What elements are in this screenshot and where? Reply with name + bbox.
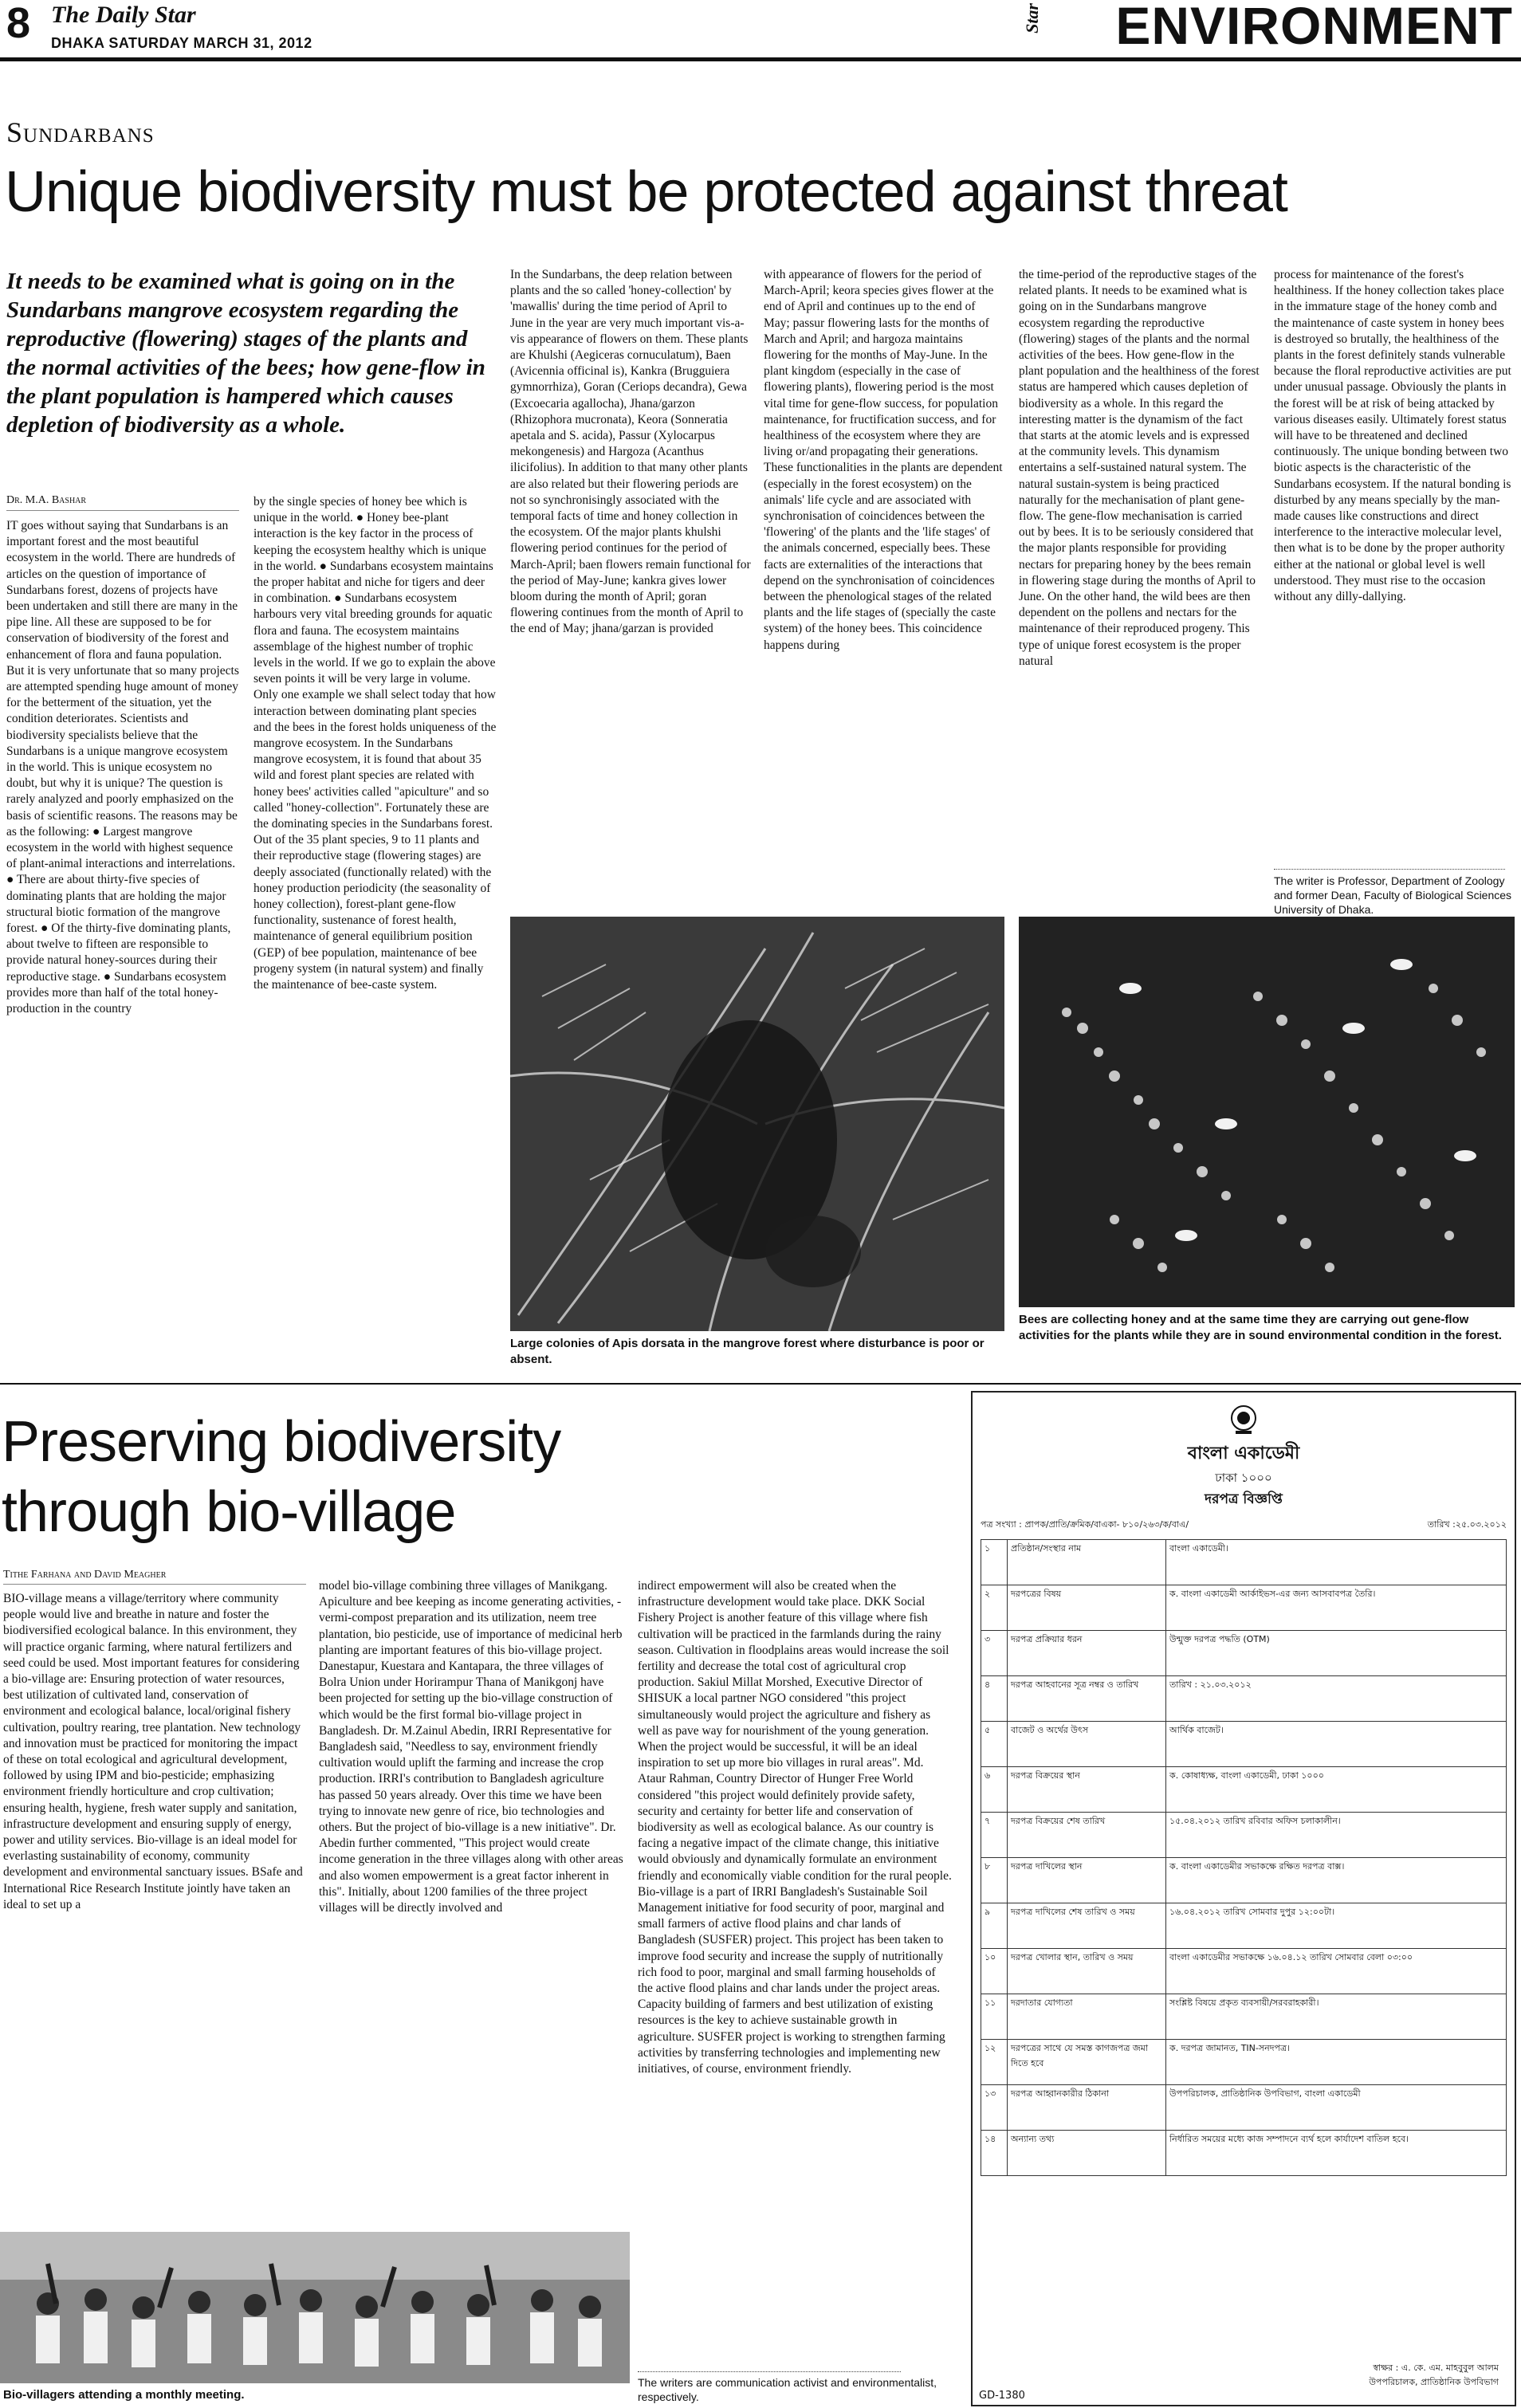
article2-column-3: indirect empowerment will also be created when the infrastructure development would take place. DKK Social Fishery Project is another feature of this village where fish cultivation will be practiced in the farmlands during the rainy season. Cultivation in floodplains areas would increase the soil fertility and decrease the total cost of agricultural crop production. Sakiul Millat Morshed, Executive Director of SHISUK a local partner NGO considered "this project simultaneously would project the agriculture and fishery as well as pave way for nourishment of the young generation. When the project would be successful, it will be an ideal inspiration to set up more bio villages in rural areas". Md. Ataur Rahman, Country Director of Hunger Free World considered "this project would definitely provide safety, security and certainty for better life and conservation of biodiversity as well as ecological balance. As our country is facing a negative impact of the climate change, this initiative would obviously and dynamically formulate an environment friendly and economically viable condition for the rural people. Bio-village is a part of IRRI Bangladesh's Sustainable Soil Management initiative for food security of poor, marginal and small farmers of active flood plains and char lands of Bangladesh (SUSFER) project. This project has been taken to improve food security and increase the supply of nutritionally rich food to poor, marginal and small farming households of the active flood plains and char lands under the project areas. Capacity building of farmers and best utilization of existing resources is the key to achieve sustainable growth in agriculture. SUSFER project is working to strengthen farming activities by transferring technologies and implementing new initiatives, of course, environment friendly.	[638, 1579, 952, 2076]
photo2-caption: Bees are collecting honey and at the same time they are carrying out gene-flow activities for the plants while they are in sound environmental condition in the forest.	[1019, 1313, 1502, 1342]
article2-headline-line1: Preserving biodiversity	[2, 1410, 561, 1474]
notice-table	[981, 1539, 1507, 2176]
notice-row-number: ৮	[981, 1858, 1008, 1903]
notice-row	[981, 1767, 1507, 1813]
notice-emblem	[973, 1404, 1515, 1440]
notice-row-label: প্রতিষ্ঠান/সংস্থার নাম	[1008, 1540, 1166, 1585]
writers-note: The writers are communication activist and environmentalist, respectively.	[638, 2376, 937, 2403]
notice-row-number: ৩	[981, 1631, 1008, 1676]
notice-row-number: ৬	[981, 1767, 1008, 1813]
bees-photo	[1019, 917, 1515, 1307]
notice-row-number: ১৪	[981, 2131, 1008, 2176]
article-column-1: IT goes without saying that Sundarbans is an important forest and the most beautiful ecosystem in the world. There are hundreds of articles on the question of importance of Sundarbans forest, dozens of projects have been undertaken and still there are many in the pipe line. All these are supposed to be for conservation of biodiversity of the forest and enhancement of flora and fauna population. But it is very unfortunate that so many projects are attempted spending huge amount of money for the betterment of the situation, yet the condition deteriorates. Scientists and biodiversity specialists believe that the Sundarbans is a unique mangrove ecosystem in the world. This is unique ecosystem no doubt, but why it is unique? The question is rarely analyzed and poorly emphasized on the basis of scientific reasons. The reasons may be as the following: ● Largest mangrove ecosystem in the world with highest sequence of plant-animal interactions and interrelations. ● There are about thirty-five species of dominating plants that are holding the major structural biotic formation of the mangrove forest. ● Of the thirty-five dominating plants, about twelve to fifteen are responsible to provide natural honey-sources during their reproductive stage. ● Sundarbans ecosystem provides more than half of the total honey-production in the country	[6, 519, 239, 1016]
article-headline: Unique biodiversity must be protected against threat	[5, 160, 1287, 224]
notice-row-value: বাংলা একাডেমীর সভাকক্ষে ১৬.০৪.১২ তারিখ সোমবার বেলা ০৩:০০	[1166, 1949, 1507, 1994]
notice-row-value: উন্মুক্ত দরপত্র পদ্ধতি (OTM)	[1166, 1631, 1507, 1676]
notice-row-value: ১৬.০৪.২০১২ তারিখ সোমবার দুপুর ১২:০০টা।	[1166, 1903, 1507, 1949]
article2-headline-line2: through bio-village	[2, 1480, 456, 1544]
notice-ref: পত্র সংখ্যা : প্রাপক/প্রাতি/ক্রমিক/বাএকা- ৮১০/২৬৩/ক/বাএ/	[981, 1519, 1189, 1530]
notice-row-label: দরপত্র খোলার স্থান, তারিখ ও সময়	[1008, 1949, 1166, 1994]
author-note: The writer is Professor, Department of Zoology and former Dean, Faculty of Biological Sciences University of Dhaka.	[1274, 874, 1512, 916]
notice-city: ঢাকা ১০০০	[1215, 1471, 1272, 1485]
notice-date: তারিখ :২৫.০৩.২০১২	[1427, 1519, 1507, 1530]
article-deck: It needs to be examined what is going on in the Sundarbans mangrove ecosystem regarding the reproductive (flowering) stages of the plants and the normal activities of the bees; how gene-flow in the plant population is hampered which causes depletion of biodiversity as a whole.	[6, 269, 485, 438]
notice-row-label: দরপত্রের সাথে যে সমস্ত কাগজপত্র জমা দিতে হবে	[1008, 2040, 1166, 2085]
notice-row-value: ক. বাংলা একাডেমী আর্কাইভস-এর জন্য আসবাবপত্র তৈরি।	[1166, 1585, 1507, 1631]
notice-row-number: ৯	[981, 1903, 1008, 1949]
notice-row	[981, 2085, 1507, 2131]
notice-row-number: ৪	[981, 1676, 1008, 1722]
masthead-logo: The Daily Star	[51, 2, 196, 28]
notice-row	[981, 1903, 1507, 1949]
notice-row-number: ২	[981, 1585, 1008, 1631]
mangrove-photo-illustration	[510, 917, 1004, 1331]
notice-code: GD-1380	[979, 2390, 1025, 2402]
notice-signature-title: উপপরিচালক, প্রাতিষ্ঠানিক উপবিভাগ	[1369, 2377, 1499, 2387]
header-rule	[0, 57, 1521, 61]
notice-row-value: সংশ্লিষ্ট বিষয়ে প্রকৃত ব্যবসায়ী/সরবরাহকারী।	[1166, 1994, 1507, 2040]
notice-row-number: ১০	[981, 1949, 1008, 1994]
article-byline: Dr. M.A. Bashar	[6, 494, 87, 506]
article-kicker: Sundarbans	[6, 116, 155, 148]
mangrove-forest-photo	[510, 917, 1004, 1331]
notice-row-value: আর্থিক বাজেট।	[1166, 1722, 1507, 1767]
notice-row-number: ৭	[981, 1813, 1008, 1858]
notice-row	[981, 1722, 1507, 1767]
note-rule	[1274, 869, 1505, 870]
article2-byline-rule	[3, 1584, 306, 1585]
notice-row	[981, 1540, 1507, 1585]
article-divider	[0, 1383, 1521, 1385]
notice-row-value: ক. বাংলা একাডেমীর সভাকক্ষে রক্ষিত দরপত্র বাক্স।	[1166, 1858, 1507, 1903]
notice-row-label: দরপত্র বিক্রয়ের স্থান	[1008, 1767, 1166, 1813]
notice-row-label: বাজেট ও অর্থের উৎস	[1008, 1722, 1166, 1767]
notice-row-value: ১৫.০৪.২০১২ তারিখ রবিবার অফিস চলাকালীন।	[1166, 1813, 1507, 1858]
writers-note-rule	[638, 2371, 901, 2372]
notice-row-value: তারিখ : ২১.০৩.২০১২	[1166, 1676, 1507, 1722]
notice-row-value: নির্ধারিত সময়ের মধ্যে কাজ সম্পাদনে ব্যর্থ হলে কার্যাদেশ বাতিল হবে।	[1166, 2131, 1507, 2176]
page-number: 8	[6, 0, 31, 47]
notice-row	[981, 1631, 1507, 1676]
bio-villagers-photo	[0, 2232, 630, 2383]
notice-row	[981, 2131, 1507, 2176]
notice-row	[981, 2040, 1507, 2085]
notice-row	[981, 1858, 1507, 1903]
byline-rule	[6, 510, 239, 511]
article-column-3: In the Sundarbans, the deep relation between plants and the so called 'honey-collection' by 'mawallis' during the time period of April to June in the year are very much important vis-a-vis appearance of flowers on them. These plants are Khulshi (Aegiceras cornuculatum), Baen (Avicennia officinal is), Kankra (Brugguiera gymnorrhiza), Goran (Ceriops decandra), Gewa (Excoecaria agallocha), Jhana/garzon (Rhizophora mucronata), Keora (Sonneratia apetala and S. acida), Passur (Xylocarpus mekongenesis) and Hargoza (Acanthus ilicifolius). In addition to that many other plants are also related but their flowering periods are not so synchronisingly associated with the temporal facts of time and honey collection in the ecosystem. Of the major plants khulshi flowering period continues for the period of March-April; baen flowers remain functional for the period of May-June; kankra gives lower bloom during the month of April; goran flowering continues from the month of April to the end of May; jhana/garzan is provided	[510, 268, 751, 636]
tender-notice	[971, 1391, 1516, 2406]
photo1-caption: Large colonies of Apis dorsata in the mangrove forest where disturbance is poor or absent.	[510, 1337, 985, 1366]
notice-row-label: দরপত্র আহ্বানকারীর ঠিকানা	[1008, 2085, 1166, 2131]
article2-column-1: BIO-village means a village/territory where community people would live and breathe in nature and foster the biodiversified ecological balance. In this environment, they will practice organic farming, where natural fertilizers and seed could be used. Most important features for considering a bio-village are: Ensuring protection of water resources, best utilization of cultivated land, conservation of environment and ecological balance, local/original fishery cultivation, poultry rearing, tree plantation. New technology and innovation must be practiced for monitoring the impact of these on total ecological and agricultural development, followed by using IPM and bio-pesticide; emphasizing environment friendly horticulture and crop cultivation; ensuring health, hygiene, fresh water supply and sanitation, infrastructure development and ensuring supply of energy, power and utility services. Bio-village is an ideal model for everlasting sustainability of economy, community development and environmental sanctuary issues. BSafe and International Rice Research Institute jointly have taken an ideal to set up a	[3, 1592, 303, 1911]
notice-signature: স্বাক্ষর : এ. কে. এম. মাহবুবুল আলম	[1373, 2363, 1499, 2373]
notice-row-number: ১২	[981, 2040, 1008, 2085]
article-column-5: the time-period of the reproductive stages of the related plants. It needs to be examined what is going on in the Sundarbans mangrove ecosystem regarding the reproductive (flowering) stages of the plants and the normal activities of the bees. How gene-flow in the plant population and the healthiness of the forest status are hampered which causes depletion of biodiversity as a whole. In this regard the interesting matter is the dynamism of the fact that starts at the atomic levels and is expressed at the community levels. This dynamism entertains a self-sustained natural system. The natural sustain-system is being practiced naturally for the mechanisation of plant gene-flow. The gene-flow mechanisation is carried out by bees. It is to be seriously considered that the major plants responsible for providing nectars for preparing honey by the bees remain in flowering stage during the months of April to June. On the other hand, the wild bees are then dependent on the pollens and nectars for the maintenance of their reproduced progeny. This type of unique forest ecosystem is the proper natural	[1019, 268, 1260, 668]
notice-row-label: দরদাতার যোগ্যতা	[1008, 1994, 1166, 2040]
notice-row-label: অন্যান্য তথ্য	[1008, 2131, 1166, 2176]
notice-row-label: দরপত্র আহবানের সূত্র নম্বর ও তারিখ	[1008, 1676, 1166, 1722]
notice-row-label: দরপত্রের বিষয়	[1008, 1585, 1166, 1631]
notice-table-wrap	[973, 1539, 1515, 2176]
notice-title: দরপত্র বিজ্ঞপ্তি	[1205, 1491, 1283, 1507]
notice-ref-row	[973, 1518, 1515, 1533]
notice-row-label: দরপত্র বিক্রয়ের শেষ তারিখ	[1008, 1813, 1166, 1858]
article2-headline	[2, 1407, 560, 1547]
notice-row	[981, 1813, 1507, 1858]
notice-row-label: দরপত্র দাখিলের স্থান	[1008, 1858, 1166, 1903]
notice-row-label: দরপত্র প্রক্রিয়ার ধরন	[1008, 1631, 1166, 1676]
notice-row	[981, 1949, 1507, 1994]
villagers-photo-illustration	[0, 2232, 630, 2383]
article-column-4: with appearance of flowers for the period of March-April; keora species gives flower at the end of April and continues up to the end of May; passur flowering lasts for the months of March and April; and hargoza maintains flowering for the months of May-June. In the plant kingdom (especially in the case of flowering plants), flowering period is the most vital time for gene-flow success, for population maintenance, for fructification success, and for healthiness of the ecosystem where they are living or/and propagating their generations. These functionalities in the plants are dependent (especially in the forest ecosystem) on the animals' life cycle and are associated with synchronisation of coincidences between the 'flowering' of the plants and the 'life stages' of the animals concerned, especially bees. These facts are externalities of the interactions that depend on the synchronisation of coincidences between the phenological stages of the related plants and the life stages of (specially the caste system) of the honey bees. This coincidence happens during	[764, 268, 1003, 652]
photo3-caption: Bio-villagers attending a monthly meeting.	[3, 2388, 245, 2402]
notice-row-value: উপপরিচালক, প্রাতিষ্ঠানিক উপবিভাগ, বাংলা একাডেমী	[1166, 2085, 1507, 2131]
notice-row-number: ১১	[981, 1994, 1008, 2040]
bees-photo-illustration	[1019, 917, 1515, 1307]
article-column-6: process for maintenance of the forest's healthiness. If the honey collection takes place in the immature stage of the honey comb and the maintenance of caste system in honey bees is destroyed so brutally, the healthiness of the plants in the forest definitely stands vulnerable because the floral reproductive activities are put under unusual passage. Obviously the plants in the forest will be at risk of being attacked by various diseases easily. Ultimately forest status will have to be threatened and declined continuously. The unique bonding between two biotic aspects is the characteristic of the Sundarbans ecosystem. If the natural bonding is disturbed by any means specially by the man-made causes like constructions and direct interference to the interactive molecular level, then what is to be done by the proper authority either at the national or global level is well understood. They must rise to the occasion without any dilly-dallying.	[1274, 268, 1511, 604]
notice-row-number: ৫	[981, 1722, 1008, 1767]
notice-row	[981, 1994, 1507, 2040]
notice-row-value: বাংলা একাডেমী।	[1166, 1540, 1507, 1585]
notice-row-value: ক. কোষাধ্যক্ষ, বাংলা একাডেমী, ঢাকা ১০০০	[1166, 1767, 1507, 1813]
notice-org: বাংলা একাডেমী	[1187, 1444, 1300, 1463]
notice-row-number: ১৩	[981, 2085, 1008, 2131]
section-title: ENVIRONMENT	[1115, 0, 1513, 55]
notice-row-value: ক. দরপত্র জামানত, TIN-সনদপত্র।	[1166, 2040, 1507, 2085]
article-column-2: by the single species of honey bee which is unique in the world. ● Honey bee-plant interaction is the key factor in the process of keeping the ecosystem healthy which is unique in the world. ● Sundarbans ecosystem maintains the proper habitat and niche for tigers and deer in combination. ● Sundarbans ecosystem harbours very vital breeding grounds for aquatic flora and fauna. The ecosystem maintains assemblage of the highest number of trophic levels in the world. If we go to explain the above seven points it will be very large in volume. Only one example we shall select today that how interaction between dominating plant species and the bees in the forest holds uniqueness of the mangrove ecosystem. In the Sundarbans mangrove ecosystem, it is found that about 35 wild and forest plant species are related with honey bees' activities called "apiculture" and so called "honey-collection". Fortunately these are the dominating species in the Sundarbans forest. Out of the 35 plant species, 9 to 11 plants and their reproductive stage (flowering stages) are deeply associated (functionally related) with the honey production periodicity (the seasonality of honey collection), forest-plant gene-flow functionality, sustenance of forest health, maintenance of general equilibrium position (GEP) of bee population, maintenance of bee progeny system (in natural system) and finally the maintenance of bee-caste system.	[254, 495, 497, 992]
article2-column-2: model bio-village combining three villages of Manikgang. Apiculture and bee keeping as income generating activities, -vermi-compost preparation and its utilization, neem tree plantation, bio pesticide, use of importance of medicinal herb planting are important features of this bio-village project. Danestapur, Kuestara and Kantapara, the three villages of Bolra Union under Horirampur Thana of Manikgonj have been projected for setting up the bio-village construction of which would be the first formal bio-village project in Bangladesh. Dr. M.Zainul Abedin, IRRI Representative for Bangladesh said, "Needless to say, environment friendly cultivation would uplift the farming and increase the crop production. IRRI's contribution to Bangladesh agriculture has passed 50 years already. Over this time we have been trying to innovate new genre of rice, bio technologies and others. But the project of bio-village is a new initiative". Dr. Abedin further commented, "This project would create income generation in the three villages along with other areas and also women empowerment is a great factor inherent in this". Initially, about 1200 families of the three project villages will be directly involved and	[319, 1579, 623, 1915]
article2-byline: Tithe Farhana and David Meagher	[3, 1569, 167, 1581]
notice-row	[981, 1585, 1507, 1631]
notice-row-label: দরপত্র দাখিলের শেষ তারিখ ও সময়	[1008, 1903, 1166, 1949]
bangla-academy-emblem-icon	[1229, 1404, 1258, 1436]
notice-row	[981, 1676, 1507, 1722]
notice-row-number: ১	[981, 1540, 1008, 1585]
dateline: DHAKA SATURDAY MARCH 31, 2012	[51, 35, 312, 51]
section-star-mark: Star	[1022, 3, 1042, 33]
